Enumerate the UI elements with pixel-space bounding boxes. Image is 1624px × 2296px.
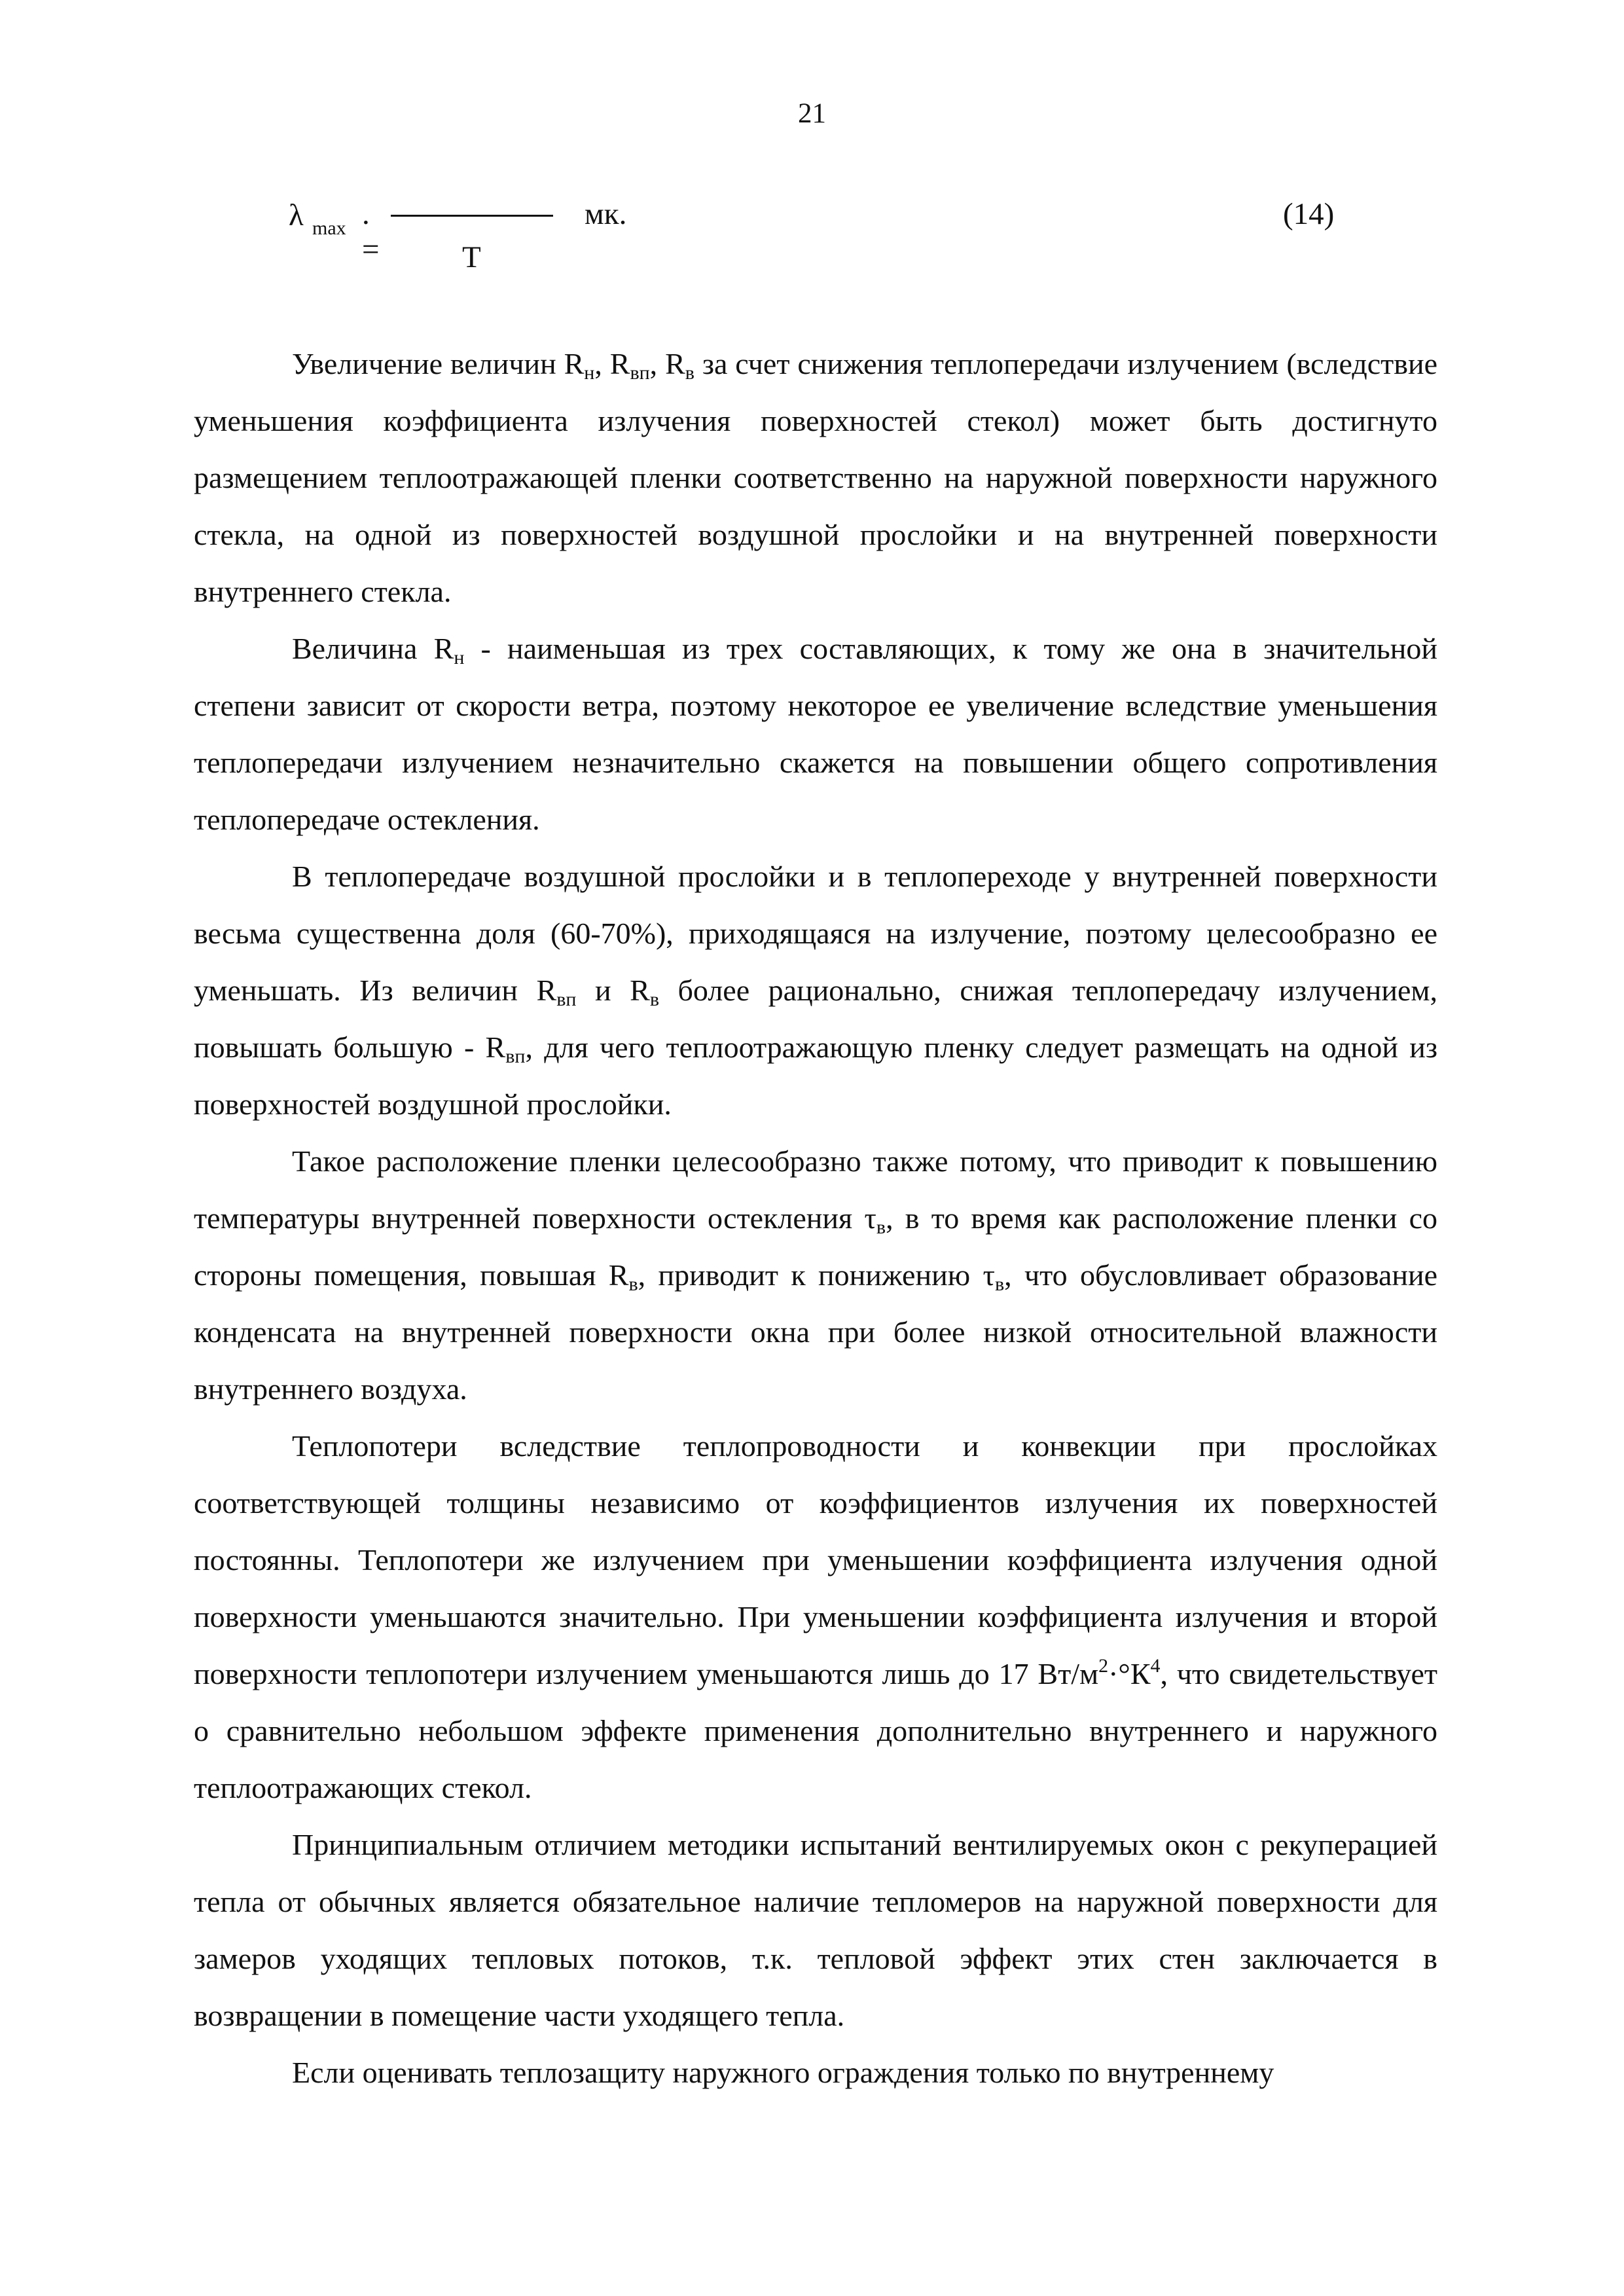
text-run: более рационально, снижая теплопередачу излучением, повышать большую - R (194, 974, 1437, 1064)
text-run: и R (576, 974, 650, 1007)
subscript: в (994, 1273, 1005, 1295)
text-run: , в то время как расположение пленки со стороны помещения, повышая R (194, 1201, 1437, 1292)
subscript: в (628, 1273, 638, 1295)
text-run: , R (594, 347, 630, 380)
formula-lambda: λ (289, 198, 304, 232)
subscript: в (876, 1216, 886, 1238)
text-run: ·°К (1108, 1657, 1151, 1690)
paragraph-4 (194, 1133, 1437, 1417)
subscript: вп (630, 362, 650, 384)
text-run: В теплопередаче воздушной прослойки и в теплопереходе у внутренней поверхности весьма существенна доля (60-70%), приходящаяся на излучение, поэтому целесообразно ее уменьшать. Из величин R (194, 860, 1437, 1007)
paragraph-6: Принципиальным отличием методики испытаний вентилируемых окон с рекуперацией тепла от обычных является обязательное наличие тепломеров на наружной поверхности для замеров уходящих тепловых потоков, т.к. тепловой эффект этих стен заключается в возвращении в помещение части уходящего тепла. (194, 1828, 1437, 2032)
formula-unit: мк. (585, 197, 627, 231)
page-number: 21 (798, 98, 826, 129)
text-run: Величина R (292, 632, 454, 665)
paragraph-3 (194, 848, 1437, 1133)
formula-subscript-max: max (312, 217, 346, 239)
superscript: 4 (1150, 1655, 1161, 1677)
body-text (194, 335, 1437, 2101)
text-run: , приводит к понижению τ (638, 1258, 995, 1292)
text-run: , R (649, 347, 685, 380)
text-run: Такое расположение пленки целесообразно также потому, что приводит к повышению температуры внутренней поверхности остекления τ (194, 1144, 1437, 1235)
text-run: за счет снижения теплопередачи излучением (вследствие уменьшения коэффициента излучения поверхностей стекол) может быть достигнуто размещением теплоотражающей пленки соответственно на наружной поверхности наружного стекла, на одной из поверхностей воздушной прослойки и на внутренней поверхности внутреннего стекла. (194, 347, 1437, 608)
formula-fraction-line (391, 215, 553, 217)
subscript: вп (556, 989, 577, 1010)
text-run: - наименьшая из трех составляющих, к тому же она в значительной степени зависит от скорости ветра, поэтому некоторое ее увеличение вследствие уменьшения теплопередачи излучением незначительно скажется на повышении общего сопротивления теплопередаче остекления. (194, 632, 1437, 836)
formula-number: (14) (1283, 197, 1335, 231)
text-run: , что обусловливает образование конденсата на внутренней поверхности окна при более низкой относительной влажности внутреннего воздуха. (194, 1258, 1438, 1406)
subscript: в (685, 362, 695, 384)
superscript: 2 (1098, 1655, 1109, 1677)
formula-denominator: Т (462, 240, 481, 274)
paragraph-7: Если оценивать теплозащиту наружного ограждения только по внутреннему (292, 2056, 1274, 2089)
paragraph-5 (194, 1417, 1437, 1816)
subscript: н (454, 647, 465, 668)
text-run: Увеличение величин R (292, 347, 585, 380)
text-run: , для чего теплоотражающую пленку следует размещать на одной из поверхностей воздушной прослойки. (194, 1030, 1437, 1121)
text-run: Теплопотери вследствие теплопроводности и конвекции при прослойках соответствующей толщины независимо от коэффициентов излучения их поверхностей постоянны. Теплопотери же излучением при уменьшении коэффициента излучения одной поверхности уменьшаются значительно. При уменьшении коэффициента излучения и второй поверхности теплопотери излучением уменьшаются лишь до 17 Вт/м (194, 1429, 1437, 1690)
text-run: , что свидетельствует о сравнительно небольшом эффекте применения дополнительно внутреннего и наружного теплоотражающих стекол. (194, 1657, 1437, 1804)
subscript: н (584, 362, 595, 384)
subscript: вп (505, 1046, 526, 1067)
paragraph-1 (194, 335, 1437, 620)
paragraph-2 (194, 620, 1437, 848)
formula-equals: . = (362, 197, 380, 266)
subscript: в (649, 989, 659, 1010)
